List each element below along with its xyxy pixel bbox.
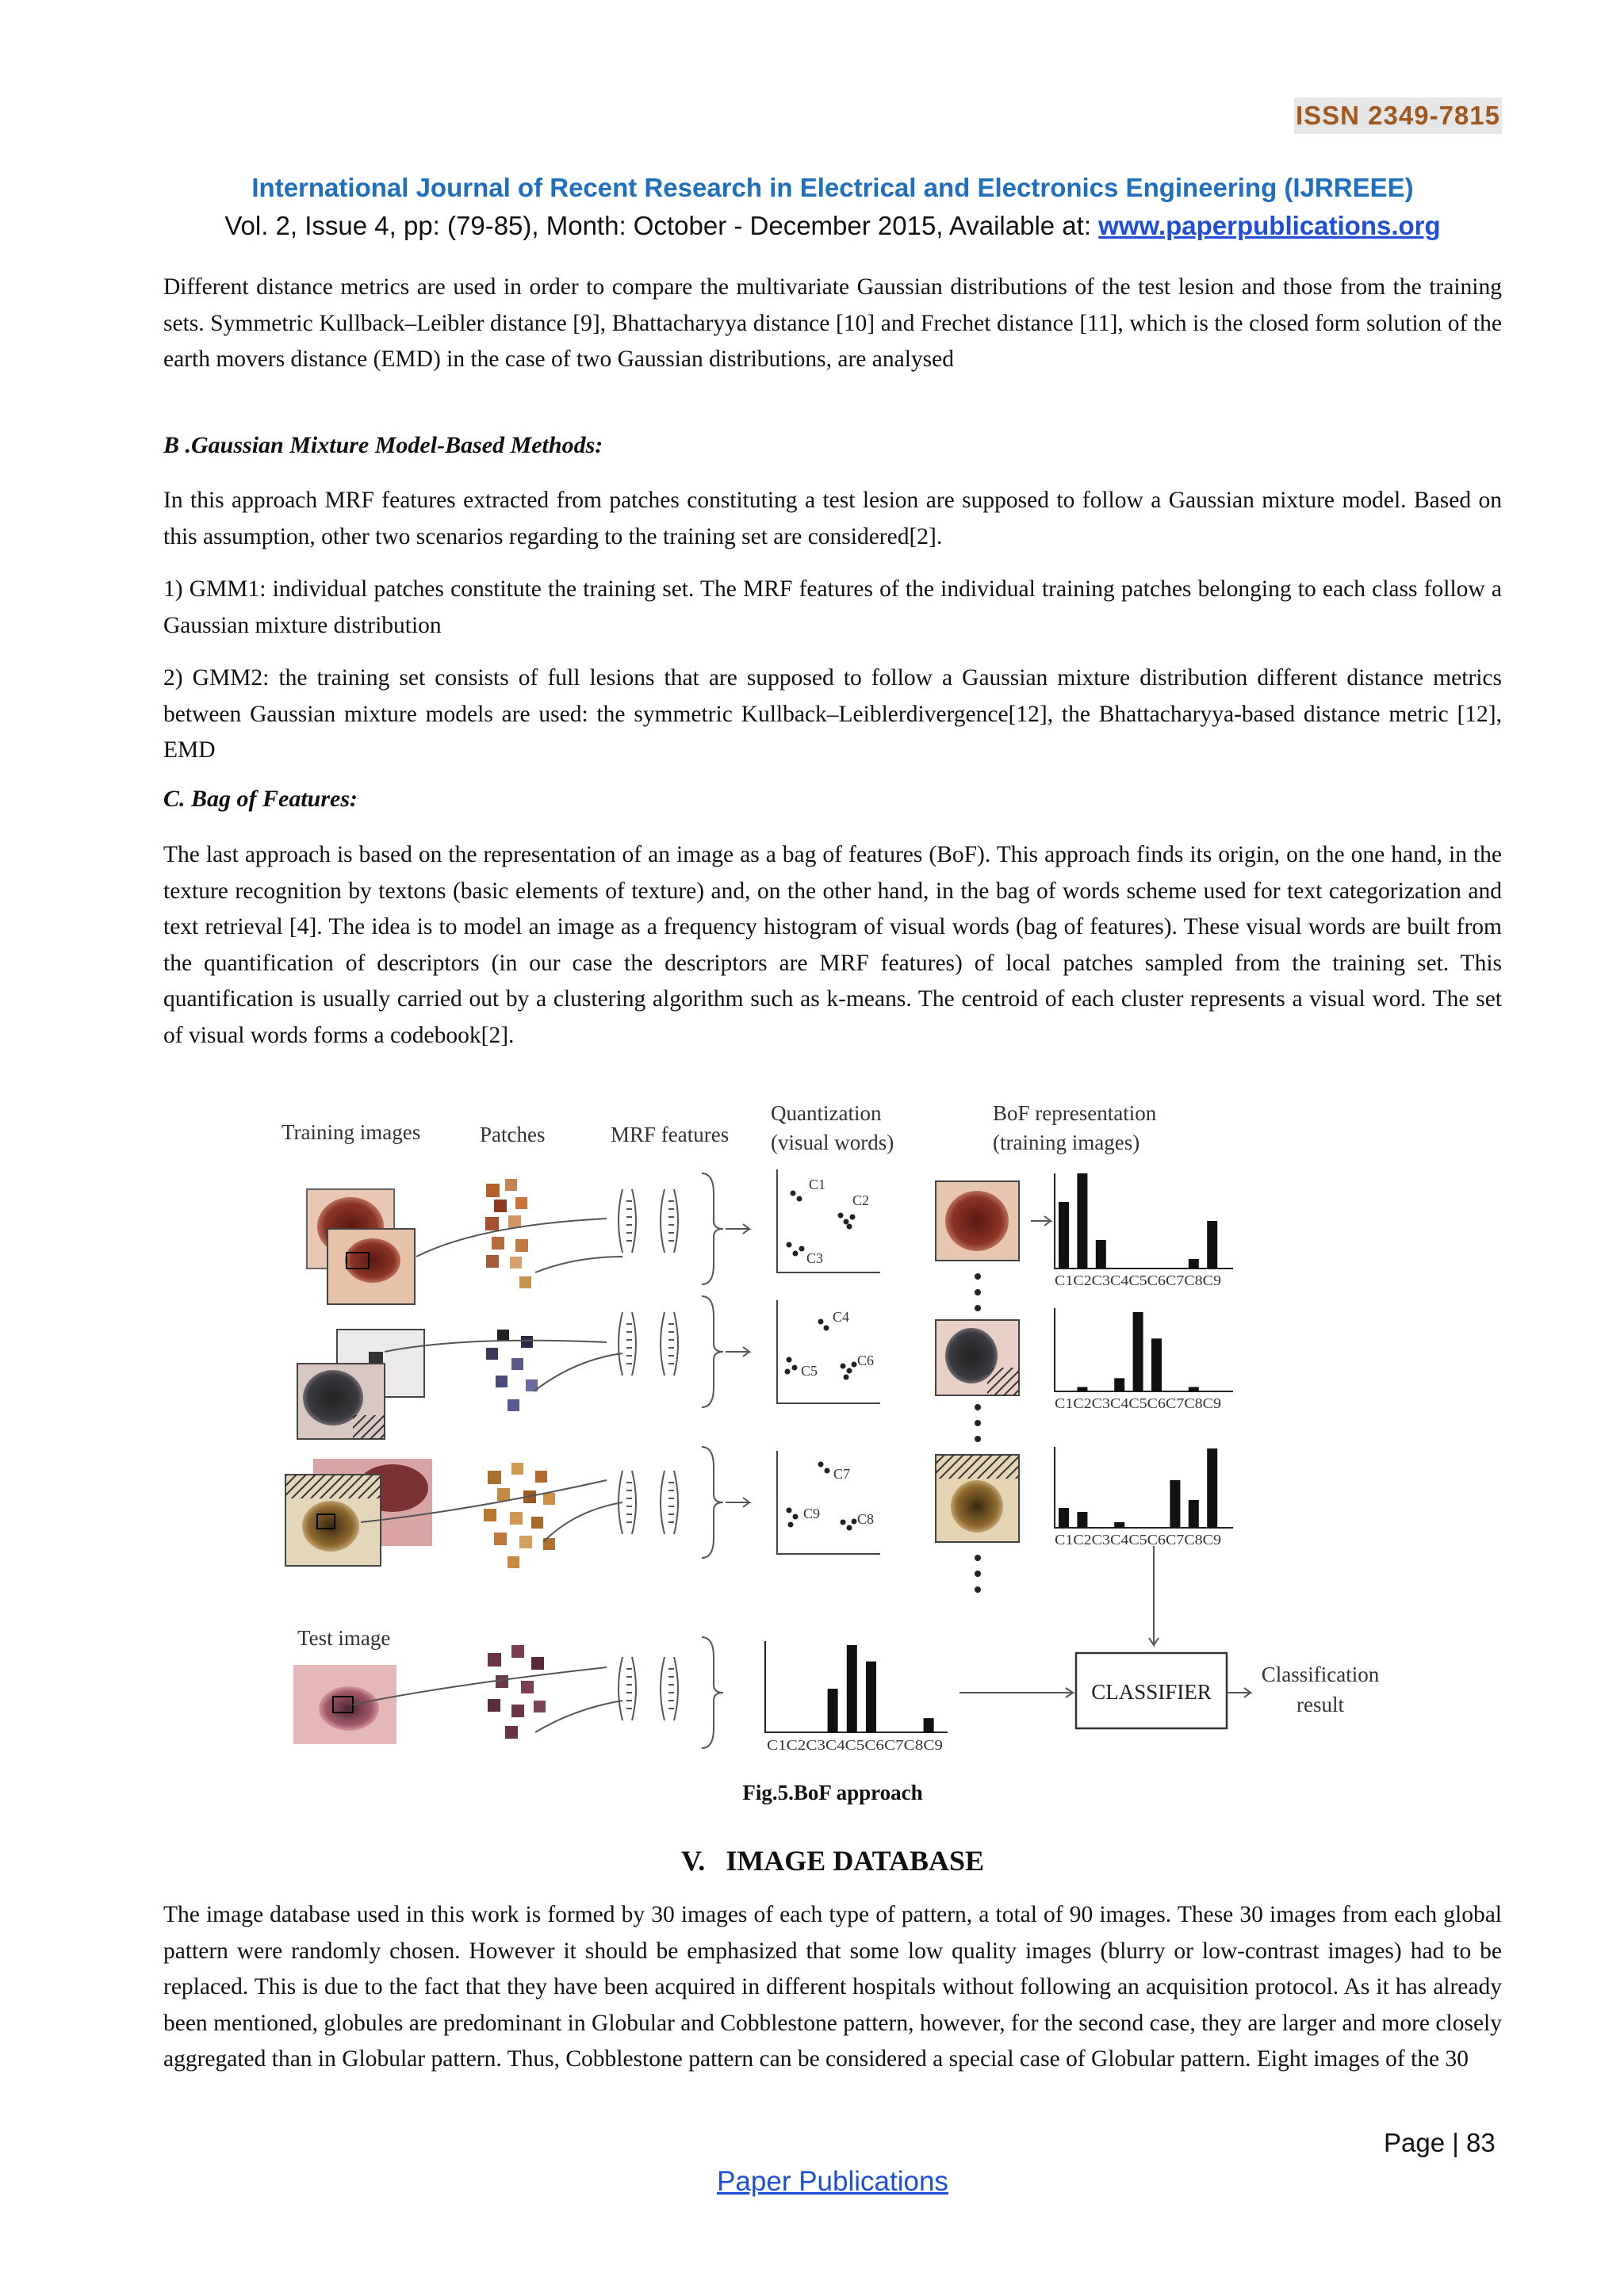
section-number: V.: [680, 1845, 706, 1877]
classifier-box: [1076, 1653, 1227, 1728]
paragraph-4-text: 2) GMM2: the training set consists of full lesions that are supposed to follow a Gaussian mixture distribution different distance metrics between Gaussian mixture models are used: the symmetric Kullback–Leiblerdivergence[12], the Bhattacharyya-based distance metric [12], EMD: [163, 665, 1502, 763]
histogram-bar: [1170, 1480, 1180, 1528]
bof-training-image-2: [936, 1320, 1019, 1395]
histogram-bar: [1059, 1202, 1069, 1269]
histogram-bar: [1133, 1312, 1143, 1391]
histogram-bar: [866, 1662, 876, 1732]
histogram-bar: [847, 1645, 857, 1732]
histogram-bar: [1189, 1259, 1199, 1269]
training-image-3b: [285, 1475, 381, 1566]
journal-link[interactable]: www.paperpublications.org: [1098, 211, 1441, 240]
journal-info-text: Vol. 2, Issue 4, pp: (79-85), Month: October - December 2015, Available at:: [224, 211, 1099, 240]
bof-training-image-1: [936, 1181, 1019, 1261]
training-image-2b: [297, 1364, 385, 1439]
cluster-label-c4: C4: [833, 1309, 850, 1325]
ellipsis-2: [975, 1404, 981, 1442]
paragraph-1: [163, 270, 1502, 378]
histogram-bar: [828, 1689, 838, 1732]
histogram-bar: [1207, 1221, 1217, 1269]
test-histogram: [765, 1641, 948, 1753]
classification-result-label-2: result: [1297, 1693, 1344, 1716]
histogram-1-bin-labels: C1C2C3C4C5C6C7C8C9: [1055, 1272, 1221, 1288]
histogram-bar: [1114, 1522, 1124, 1528]
histogram-bar: [1207, 1448, 1217, 1528]
cluster-label-c5: C5: [801, 1363, 818, 1379]
paragraph-4: [163, 660, 1502, 769]
label-bof-representation: BoF representation: [993, 1101, 1157, 1125]
histogram-bar: [1189, 1387, 1199, 1391]
paragraph-5: [163, 837, 1502, 1054]
histogram-bar: [1077, 1387, 1087, 1391]
cluster-label-c8: C8: [857, 1511, 875, 1527]
ellipsis-3: [975, 1555, 981, 1593]
histogram-bar: [1151, 1338, 1162, 1391]
paragraph-6-text: The image database used in this work is formed by 30 images of each type of pattern, a total of 90 images. These 30 images from each global pattern were randomly chosen. However it should be emphasized that some low quality images (blurry or low-contrast images) had to be replaced. This is due to the fact that they have been acquired in different hospitals without following an acquisition protocol. As it has already been mentioned, globules are predominant in Globular and Cobblestone pattern, however, for the second case, they are larger and more closely aggregated than in Globular pattern. Thus, Cobblestone pattern can be considered a special case of Globular pattern. Eight images of the 30: [163, 1902, 1502, 2072]
paragraph-2: [163, 483, 1502, 555]
test-histogram-bin-labels: C1C2C3C4C5C6C7C8C9: [767, 1737, 943, 1753]
quantization-plot-3: [777, 1451, 880, 1554]
test-image: [293, 1665, 396, 1744]
patches-row-2: [486, 1330, 538, 1411]
quantization-plot-2: [777, 1300, 880, 1403]
paragraph-5-text: The last approach is based on the representation of an image as a bag of features (BoF). This approach finds its origin, on the one hand, in the texture recognition by textons (basic elements of texture) and, on the other hand, in the bag of words scheme used for text categorization and text retrieval [4]. The idea is to model an image as a frequency histogram of visual words (bag of features). These visual words are built from the quantification of descriptors (in our case the descriptors are MRF features) of local patches sampled from the training set. This quantification is usually carried out by a clustering algorithm such as k-means. The centroid of each cluster represents a visual word. The set of visual words forms a codebook[2].: [163, 842, 1502, 1048]
paragraph-3-text: 1) GMM1: individual patches constitute the training set. The MRF features of the individual training patches belonging to each class follow a Gaussian mixture distribution: [163, 576, 1502, 638]
label-mrf-features: MRF features: [611, 1123, 730, 1146]
histogram-bar: [1114, 1378, 1124, 1391]
ellipsis-1: [975, 1273, 981, 1311]
cluster-label-c1: C1: [809, 1177, 826, 1192]
cluster-label-c7: C7: [833, 1466, 851, 1482]
histogram-2-bin-labels: C1C2C3C4C5C6C7C8C9: [1055, 1395, 1221, 1411]
heading-bof: C. Bag of Features:: [163, 786, 358, 812]
cluster-label-c6: C6: [857, 1353, 875, 1368]
label-test-image: Test image: [297, 1626, 391, 1650]
cluster-label-c3: C3: [806, 1250, 824, 1266]
journal-title: International Journal of Recent Research in Electrical and Electronics Engineering (IJRREEE): [251, 173, 1414, 202]
patches-row-3: [484, 1463, 555, 1568]
cluster-label-c9: C9: [803, 1506, 821, 1521]
figure-caption: Fig.5.BoF approach: [742, 1781, 923, 1804]
patches-row-1: [485, 1179, 531, 1288]
label-patches: Patches: [480, 1123, 546, 1146]
histogram-bar: [1077, 1512, 1087, 1528]
histogram-bar: [1059, 1508, 1069, 1528]
histogram-bar: [1077, 1173, 1087, 1269]
section-heading: [0, 1844, 1624, 1877]
paragraph-3: [163, 572, 1502, 644]
bof-figure: [274, 1098, 1400, 1764]
heading-gmm: B .Gaussian Mixture Model-Based Methods:: [163, 432, 603, 458]
footer-publisher-link[interactable]: Paper Publications: [717, 2166, 948, 2197]
bof-histogram-1: [1055, 1173, 1233, 1288]
histogram-bar: [1189, 1500, 1199, 1528]
page-number: Page | 83: [1384, 2128, 1496, 2157]
bof-histogram-2: [1055, 1308, 1233, 1411]
label-quantization: Quantization: [771, 1101, 882, 1125]
section-title: IMAGE DATABASE: [726, 1845, 985, 1877]
label-visual-words: (visual words): [771, 1131, 894, 1154]
patches-test: [488, 1645, 546, 1739]
paragraph-2-text: In this approach MRF features extracted from patches constituting a test lesion are supposed to follow a Gaussian mixture model. Based on this assumption, other two scenarios regarding to the training set are considered[2].: [163, 488, 1502, 549]
label-training-images-bof: (training images): [993, 1131, 1140, 1154]
bof-training-image-3: [936, 1455, 1019, 1542]
histogram-3-bin-labels: C1C2C3C4C5C6C7C8C9: [1055, 1532, 1221, 1548]
histogram-bar: [924, 1718, 934, 1732]
cluster-label-c2: C2: [852, 1192, 870, 1208]
issn-badge: ISSN 2349-7815: [1294, 98, 1502, 134]
journal-info: [0, 211, 1624, 241]
braces: [702, 1173, 749, 1748]
paragraph-1-text: Different distance metrics are used in order to compare the multivariate Gaussian distributions of the test lesion and those from the training sets. Symmetric Kullback–Leibler distance [9], Bhattacharyya distance [10] and Frechet distance [11], which is the closed form solution of the earth movers distance (EMD) in the case of two Gaussian distributions, are analysed: [163, 274, 1502, 372]
histogram-bar: [1096, 1240, 1106, 1269]
classification-result-label-1: Classification: [1261, 1663, 1380, 1686]
training-image-1b: [327, 1229, 415, 1304]
quantization-plot-1: [777, 1169, 880, 1272]
bof-histogram-3: [1055, 1447, 1233, 1548]
label-training-images: Training images: [282, 1120, 421, 1144]
mrf-vectors: [619, 1189, 678, 1720]
classifier-label: CLASSIFIER: [1091, 1680, 1212, 1704]
paragraph-6: [163, 1897, 1502, 2078]
